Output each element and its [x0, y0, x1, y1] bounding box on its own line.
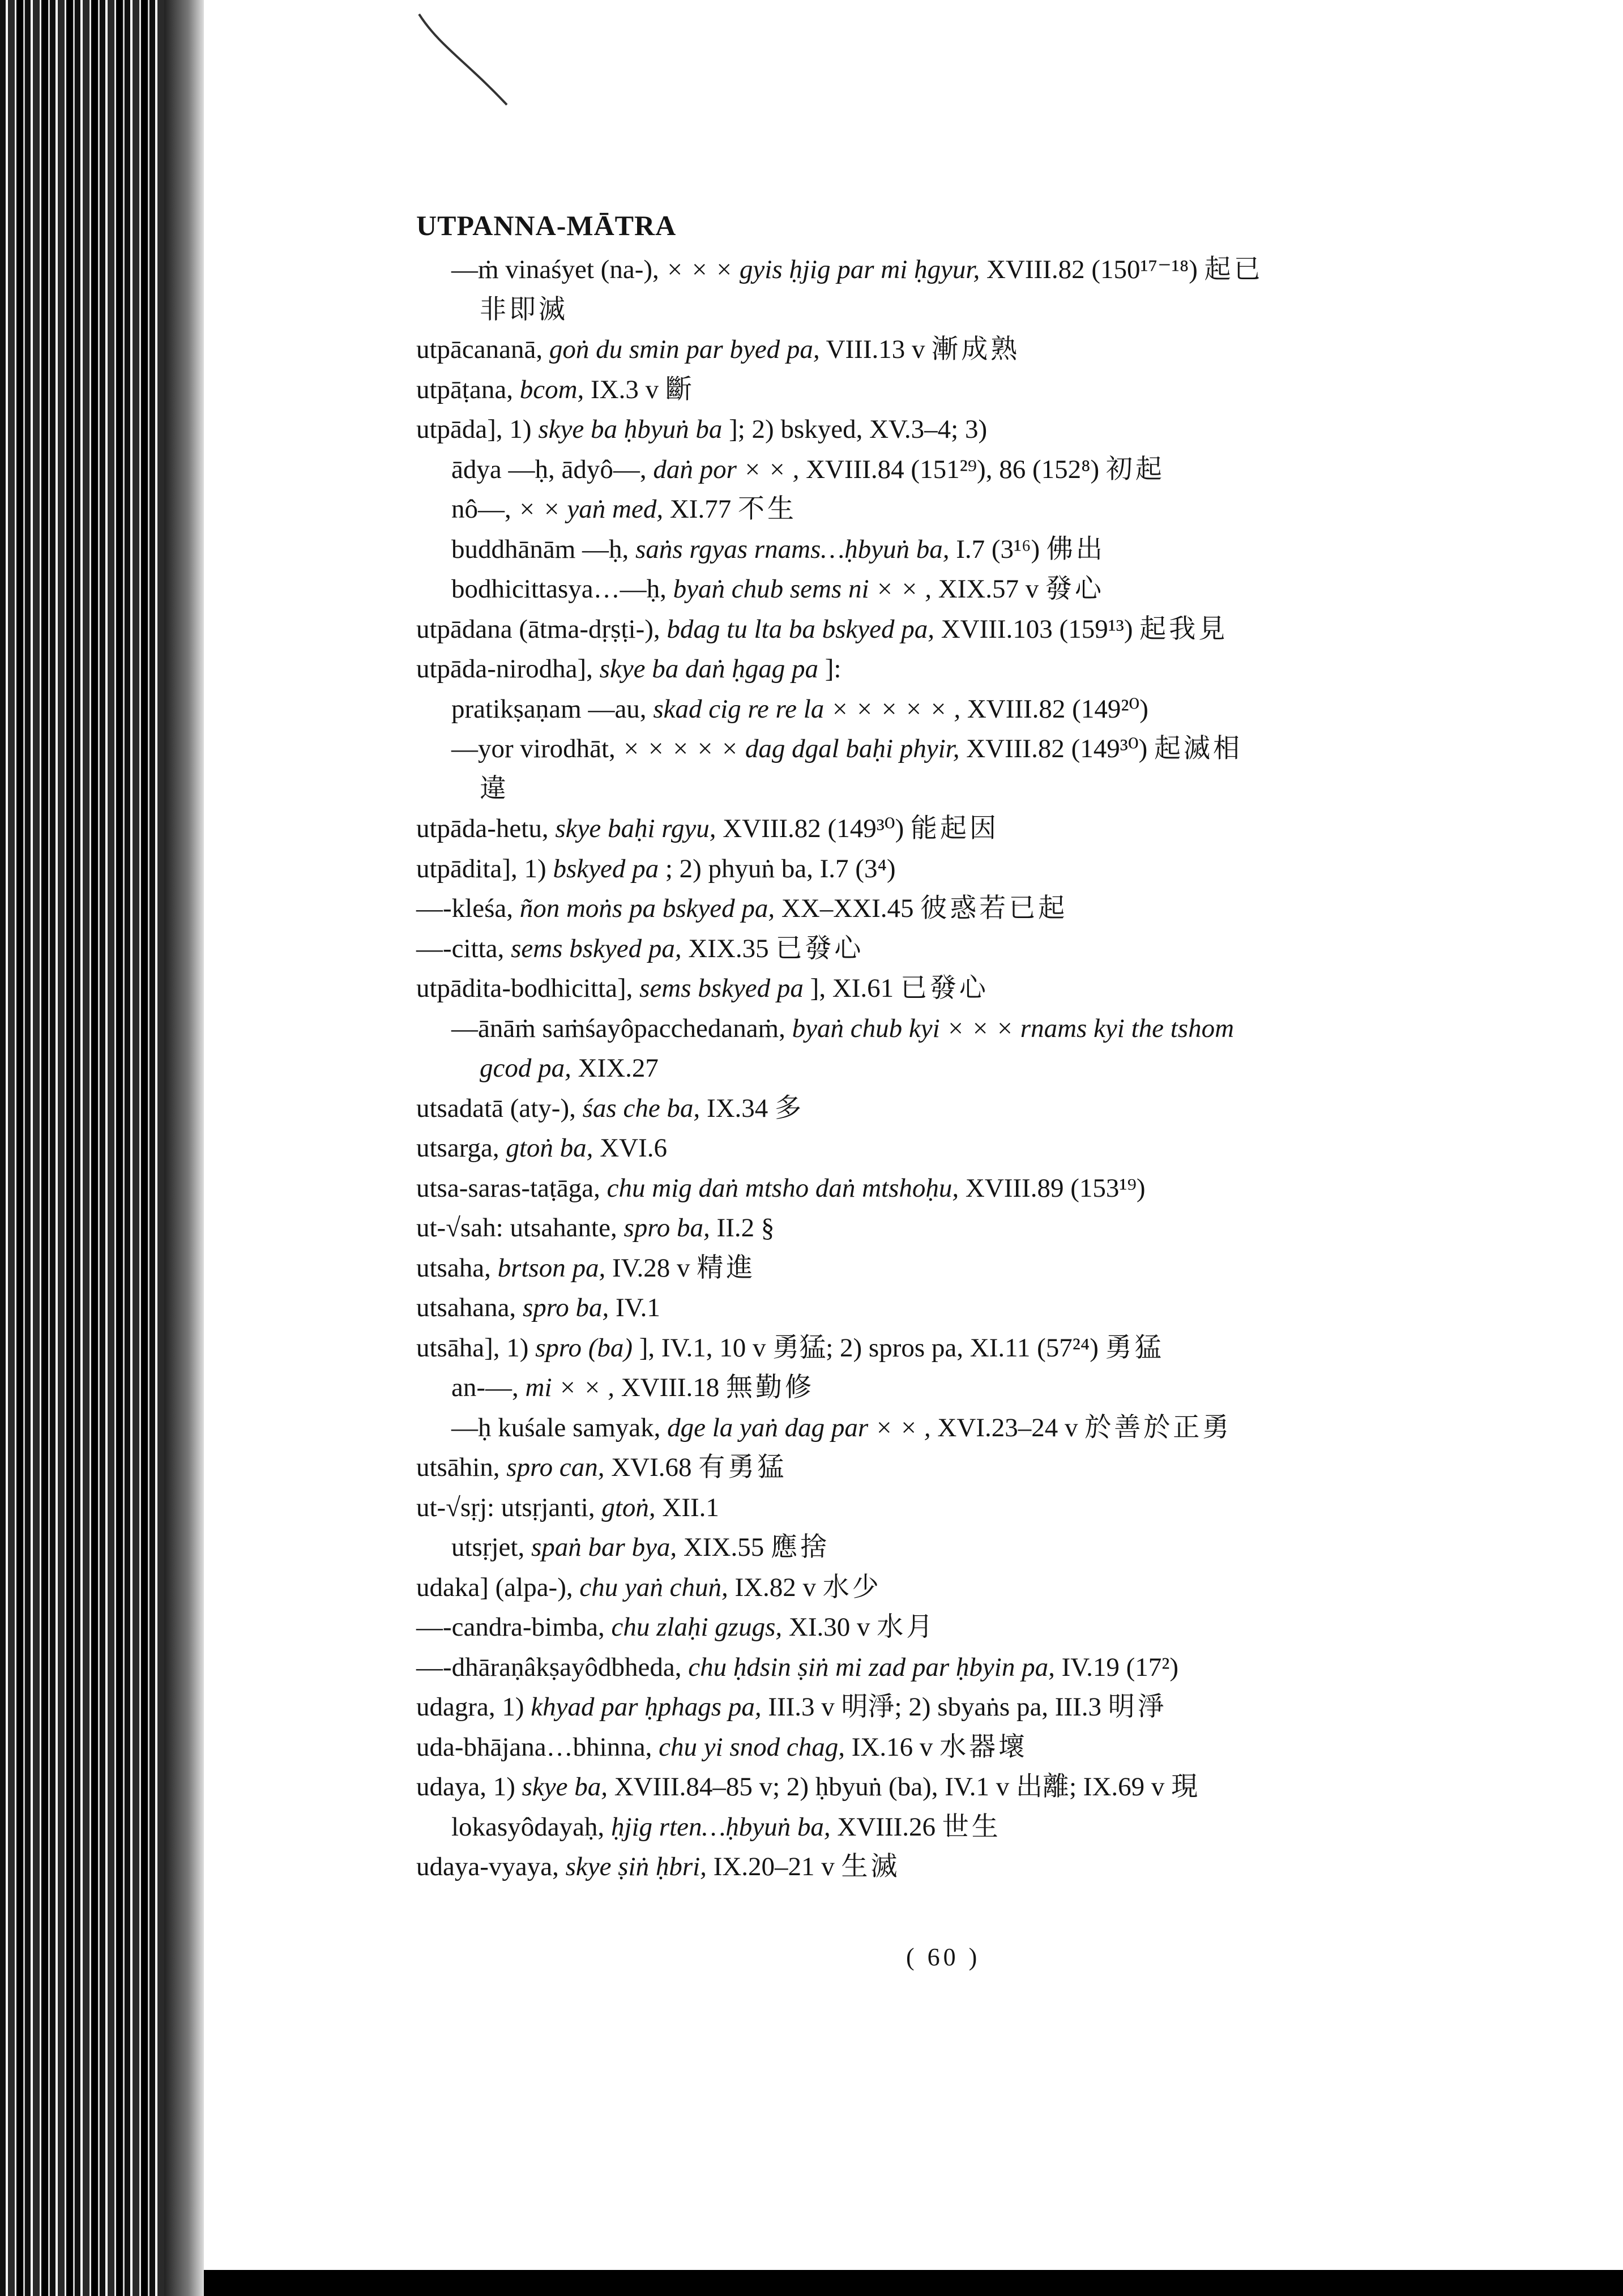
reference: IX.82 v — [734, 1572, 817, 1602]
tibetan-equivalent: gcod pa, — [480, 1053, 571, 1083]
reference: VIII.13 v — [826, 335, 925, 364]
tibetan-equivalent: chu yaṅ chuṅ, — [579, 1572, 728, 1602]
reference: XVIII.89 (153¹⁹) — [965, 1173, 1146, 1203]
reference: XVIII.18 — [621, 1373, 720, 1402]
sanskrit-term: —-candra-bimba, — [416, 1612, 605, 1642]
sanskrit-term: utsa-saras-taṭāga, — [416, 1173, 600, 1203]
tibetan-equivalent: chu ḥdsin ṣiṅ mi zad par ḥbyin pa, — [688, 1652, 1055, 1682]
entry-line — [416, 530, 1540, 570]
entry-line — [416, 1009, 1540, 1049]
chinese-equivalent: 有勇猛 — [698, 1453, 787, 1482]
entry-line — [416, 489, 1540, 530]
sanskrit-term: utpāda-nirodha], — [416, 654, 593, 684]
entry-line — [416, 569, 1540, 609]
tibetan-equivalent: chu mig daṅ mtsho daṅ mtshoḥu, — [607, 1173, 959, 1203]
entry-line — [416, 1168, 1540, 1209]
reference: IX.34 — [706, 1093, 768, 1123]
tibetan-equivalent: skad cig re re la × × × × × , — [653, 694, 961, 724]
reference: ]: — [825, 654, 842, 684]
reference: III.3 v 明淨; 2) sbyaṅs pa, III.3 — [768, 1692, 1102, 1722]
sanskrit-term: —yor virodhāt, — [451, 734, 616, 763]
dictionary-page — [416, 201, 1540, 1887]
reference: ; 2) phyuṅ ba, I.7 (3⁴) — [665, 853, 896, 884]
sanskrit-term: —ṁ vinaśyet (na-), — [451, 255, 659, 284]
chinese-equivalent: 無勤修 — [726, 1373, 815, 1402]
chinese-equivalent: 初起 — [1105, 454, 1165, 484]
tibetan-equivalent: chu zlaḥi gzugs, — [611, 1612, 783, 1642]
chinese-equivalent: 水器壞 — [939, 1732, 1028, 1762]
chinese-equivalent: 於善於正勇 — [1084, 1412, 1232, 1443]
tibetan-equivalent: × × × gyis ḥjig par mi ḥgyur, — [665, 255, 980, 284]
tibetan-equivalent: skye ba daṅ ḥgag pa — [599, 654, 819, 684]
chinese-equivalent: 水月 — [877, 1612, 936, 1642]
sanskrit-term: buddhānām —ḥ, — [451, 534, 629, 564]
reference: XVIII.82 (150¹⁷⁻¹⁸) — [986, 255, 1198, 284]
entry-line — [416, 1648, 1540, 1688]
chinese-equivalent: 精進 — [697, 1253, 756, 1283]
tibetan-equivalent: skye baḥi rgyu, — [555, 814, 716, 843]
tibetan-equivalent: skye ṣiṅ ḥbri, — [565, 1852, 707, 1881]
entry-line — [416, 889, 1540, 929]
entry-line — [416, 1807, 1540, 1847]
entry-line — [416, 330, 1540, 370]
tibetan-equivalent: dge la yaṅ dag par × × , — [667, 1412, 931, 1443]
chinese-equivalent: 已發心 — [900, 974, 989, 1003]
chinese-equivalent: 起我見 — [1139, 614, 1228, 644]
entry-line — [416, 1128, 1540, 1168]
chinese-equivalent: 非即滅 — [480, 295, 568, 325]
sanskrit-term: ut-√sṛj: utsṛjanti, — [416, 1492, 595, 1522]
chinese-equivalent: 彼惑若已起 — [920, 894, 1068, 923]
reference: IX.16 v — [851, 1732, 933, 1762]
tibetan-equivalent: skye ba, — [522, 1772, 608, 1802]
entry-line — [416, 729, 1540, 769]
tibetan-equivalent: skye ba — [538, 415, 617, 444]
entry-line — [416, 1448, 1540, 1488]
tibetan-equivalent: bcom, — [519, 374, 584, 404]
sanskrit-term: utpāda-hetu, — [416, 814, 549, 843]
entry-line — [416, 1368, 1540, 1408]
tibetan-equivalent: sems bskyed pa — [639, 974, 804, 1003]
reference: XI.30 v — [788, 1612, 870, 1642]
sanskrit-term: utpādana (ātma-dṛṣṭi-), — [416, 614, 660, 644]
entry-line — [416, 250, 1540, 290]
entry-line — [416, 609, 1540, 650]
sanskrit-term: utsadatā (aty-), — [416, 1093, 576, 1123]
scan-bottom-band — [204, 2270, 1623, 2296]
reference: XIX.35 — [688, 933, 769, 963]
tibetan-equivalent: goṅ du smin par byed pa, — [549, 335, 820, 364]
entry-line — [416, 370, 1540, 410]
reference: IV.1 — [616, 1293, 660, 1322]
sanskrit-term: utsahana, — [416, 1293, 516, 1322]
chinese-equivalent: 明淨 — [1108, 1692, 1167, 1722]
chinese-equivalent: 勇猛 — [1105, 1333, 1164, 1363]
sanskrit-term: —-citta, — [416, 933, 505, 963]
entry-line — [416, 1488, 1540, 1528]
reference: XVIII.82 (149³⁰) — [966, 734, 1148, 763]
reference: XVIII.82 (149³⁰) — [723, 814, 904, 843]
sanskrit-term: pratikṣaṇam —au, — [451, 694, 647, 724]
entry-line — [416, 1767, 1540, 1807]
reference: IV.28 v — [612, 1253, 690, 1283]
entry-line — [416, 849, 1540, 889]
entry-line — [416, 1527, 1540, 1568]
page-number: ( 60 ) — [906, 1943, 981, 1971]
reference: XVI.23–24 v — [937, 1412, 1078, 1443]
sanskrit-term: —ānāṁ saṁśayôpacchedanaṁ, — [451, 1013, 785, 1043]
sanskrit-term: lokasyôdayaḥ, — [451, 1812, 605, 1842]
tibetan-equivalent: śas che ba, — [582, 1093, 701, 1123]
running-heading: UTPANNA-MĀTRA — [416, 210, 677, 241]
reference: XII.1 — [662, 1492, 719, 1522]
sanskrit-term: nô—, — [451, 494, 511, 524]
reference: IV.19 (17²) — [1061, 1652, 1179, 1682]
reference: XIX.57 v — [938, 574, 1039, 604]
sanskrit-term: —-kleśa, — [416, 894, 513, 923]
sanskrit-term: utpāda], 1) — [416, 415, 532, 444]
entry-line — [416, 689, 1540, 729]
tibetan-equivalent: brtson pa, — [497, 1253, 606, 1283]
tibetan-equivalent: spro ba, — [623, 1213, 710, 1243]
entry-list — [416, 250, 1540, 1887]
tibetan-equivalent: sems bskyed pa, — [511, 933, 682, 963]
sanskrit-term: utpācananā, — [416, 335, 543, 364]
chinese-equivalent: 現 — [1171, 1772, 1201, 1802]
tibetan-equivalent: khyad par ḥphags pa, — [531, 1692, 762, 1722]
entry-line — [416, 1208, 1540, 1248]
tibetan-equivalent: gtoṅ, — [601, 1492, 656, 1522]
chinese-equivalent: 應捨 — [770, 1533, 830, 1562]
sanskrit-term: utpādita], 1) — [416, 853, 546, 884]
tibetan-equivalent: spro can, — [506, 1453, 605, 1482]
entry-line — [416, 769, 1540, 809]
entry-line — [416, 1288, 1540, 1328]
chinese-equivalent: 起已 — [1204, 255, 1263, 284]
book-binding-edge — [0, 0, 204, 2296]
tibetan-equivalent: bdag tu lta ba bskyed pa, — [667, 614, 934, 644]
pen-stroke-mark — [416, 11, 512, 108]
sanskrit-term: udaka] (alpa-), — [416, 1572, 573, 1602]
chinese-equivalent: 世生 — [942, 1812, 1001, 1842]
sanskrit-term: —-dhāraṇâkṣayôdbheda, — [416, 1652, 682, 1682]
reference: XVIII.84 (151²⁹), 86 (152⁸) — [806, 454, 1100, 484]
reference: ]; 2) bskyed, XV.3–4; 3) — [729, 415, 988, 444]
chinese-equivalent: 水少 — [822, 1572, 882, 1602]
reference: ], IV.1, 10 v 勇猛; 2) spros pa, XI.11 (57²⁴) — [639, 1333, 1099, 1363]
chinese-equivalent: 能起因 — [911, 814, 1000, 843]
tibetan-equivalent: × × yaṅ med, — [518, 494, 664, 524]
entry-line — [416, 409, 1540, 450]
reference: XVIII.26 — [837, 1812, 936, 1842]
sanskrit-term: utsaha, — [416, 1253, 491, 1283]
sanskrit-term: —ḥ kuśale samyak, — [451, 1412, 661, 1443]
reference: XI.77 — [669, 494, 732, 524]
entry-line — [416, 1847, 1540, 1887]
sanskrit-term: utsāha], 1) — [416, 1333, 529, 1363]
entry-line — [416, 968, 1540, 1009]
tibetan-equivalent: ḥbyuṅ ba — [623, 415, 723, 444]
sanskrit-term: udaya, 1) — [416, 1772, 515, 1802]
entry-line — [416, 809, 1540, 849]
tibetan-equivalent: × × × × × dag dgal baḥi phyir, — [622, 734, 960, 763]
tibetan-equivalent: byaṅ chub kyi × × × rnams kyi the tshom — [792, 1013, 1235, 1043]
tibetan-equivalent: chu yi snod chag, — [659, 1732, 845, 1762]
entry-line — [416, 1408, 1540, 1448]
reference: II.2 § — [716, 1213, 775, 1243]
sanskrit-term: ut-√sah: utsahante, — [416, 1213, 617, 1243]
tibetan-equivalent: byaṅ chub sems ni × × , — [673, 574, 932, 604]
reference: ], XI.61 — [810, 974, 894, 1003]
entry-line — [416, 1089, 1540, 1129]
tibetan-equivalent: ñon moṅs pa bskyed pa, — [519, 894, 775, 923]
chinese-equivalent: 佛出 — [1046, 534, 1105, 564]
sanskrit-term: bodhicittasya…—ḥ, — [451, 574, 667, 604]
chinese-equivalent: 違 — [480, 774, 509, 804]
sanskrit-term: uda-bhājana…bhinna, — [416, 1732, 652, 1762]
sanskrit-term: utsāhin, — [416, 1453, 500, 1482]
reference: XVI.68 — [611, 1453, 692, 1482]
tibetan-equivalent: gtoṅ ba, — [506, 1133, 593, 1163]
entry-line — [416, 649, 1540, 689]
entry-line — [416, 1248, 1540, 1288]
tibetan-equivalent: saṅs rgyas rnams…ḥbyuṅ ba, — [635, 534, 950, 564]
chinese-equivalent: 漸成熟 — [932, 335, 1020, 364]
reference: XIX.55 — [683, 1533, 764, 1562]
reference: XVI.6 — [600, 1133, 667, 1163]
reference: IX.20–21 v — [713, 1852, 835, 1881]
chinese-equivalent: 起滅相 — [1154, 734, 1243, 763]
tibetan-equivalent: ḥjig rten…ḥbyuṅ ba, — [610, 1812, 831, 1842]
chinese-equivalent: 多 — [775, 1093, 805, 1123]
sanskrit-term: utsarga, — [416, 1133, 499, 1163]
chinese-equivalent: 發心 — [1045, 574, 1105, 604]
entry-line — [416, 450, 1540, 490]
sanskrit-term: utsṛjet, — [451, 1533, 525, 1562]
reference: XIX.27 — [578, 1053, 659, 1083]
sanskrit-term: udagra, 1) — [416, 1692, 524, 1722]
entry-line — [416, 929, 1540, 969]
entry-line — [416, 1048, 1540, 1089]
entry-line — [416, 1687, 1540, 1727]
chinese-equivalent: 已發心 — [775, 933, 864, 963]
reference: XVIII.82 (149²⁰) — [967, 694, 1148, 724]
tibetan-equivalent: spro ba, — [522, 1293, 609, 1322]
reference: IX.3 v — [591, 374, 659, 404]
chinese-equivalent: 斷 — [665, 374, 695, 404]
tibetan-equivalent: mi × × , — [525, 1373, 614, 1402]
sanskrit-term: utpādita-bodhicitta], — [416, 974, 633, 1003]
chinese-equivalent: 不生 — [737, 494, 797, 524]
sanskrit-term: ādya —ḥ, ādyô—, — [451, 454, 647, 484]
sanskrit-term: an-—, — [451, 1373, 519, 1402]
tibetan-equivalent: daṅ por × × , — [653, 454, 800, 484]
entry-line — [416, 1568, 1540, 1608]
entry-line — [416, 290, 1540, 330]
tibetan-equivalent: spro (ba) — [535, 1333, 633, 1363]
sanskrit-term: utpāṭana, — [416, 374, 513, 404]
entry-line — [416, 1328, 1540, 1368]
reference: XVIII.84–85 v; 2) ḥbyuṅ (ba), IV.1 v 出離; IX.69 v — [614, 1772, 1165, 1802]
reference: I.7 (3¹⁶) — [956, 534, 1040, 564]
tibetan-equivalent: spaṅ bar bya, — [531, 1533, 677, 1562]
entry-line — [416, 1607, 1540, 1648]
reference: XX–XXI.45 — [781, 894, 914, 923]
entry-line — [416, 1727, 1540, 1768]
sanskrit-term: udaya-vyaya, — [416, 1852, 559, 1881]
reference: XVIII.103 (159¹³) — [941, 614, 1133, 644]
tibetan-equivalent: bskyed pa — [553, 853, 659, 884]
chinese-equivalent: 生滅 — [841, 1852, 900, 1881]
